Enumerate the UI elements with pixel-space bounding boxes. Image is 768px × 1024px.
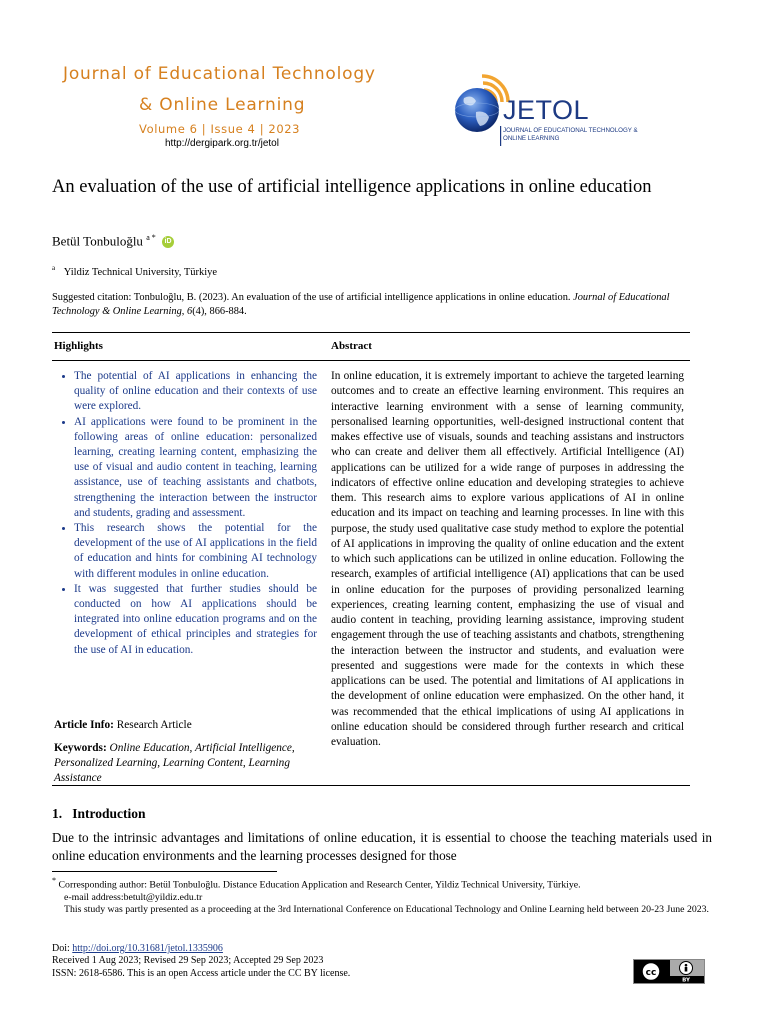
volume-issue: Volume 6 | Issue 4 | 2023 xyxy=(139,122,301,136)
journal-title-line1: Journal of Educational Technology xyxy=(63,64,376,84)
citation-comma: , xyxy=(181,305,187,317)
keywords-label: Keywords: xyxy=(54,742,107,754)
journal-url[interactable]: http://dergipark.org.tr/jetol xyxy=(165,138,279,149)
abstract-text: In online education, it is extremely important to achieve the targeted learning outcomes and to create an effective learning environment. This requires an interactive learning environment with a sense of learning community, personalised learning opportunities, well-designed instructional content that makes effective use of visuals, sounds and teaching assistans and instructors who can create and deliver them all effectively. Artificial Intelligence (AI) applications can be utilized for a wide range of purposes in addressing the indicators of effective online education and developing strategies to achieve them. This research aims to explore various applications of AI in online education and its impact on teaching and learning processes. In line with this purpose, the study used qualitative case study method to explore the potential of AI applications in improving the quality of online education and the extent to which such applications can be utilized in online education. Following the research, examples of artificial intelligence (AI) applications that can be used in online education for the purposes of providing personalized learning experiences, creating learning content, emphasizing the use of visual and audio content in teaching, providing learning assistance, improving student engagement through the use of teaching assistants and chatbots, strengthening the interaction between the instructor and students, and evaluation were presented and suggestions were made for the contexts in which these applications can be used. The potential and limitations of AI applications in the development of online education were emphasized. On the other hand, it was recommended that the ethical implications of using AI applications in online education should be considered through further research and critical evaluation. xyxy=(331,370,684,748)
author-superscript: a * xyxy=(146,233,156,242)
footnote-rule xyxy=(52,871,277,872)
citation-volume: 6 xyxy=(186,305,193,317)
highlights-list xyxy=(52,369,317,658)
cc-label: cc xyxy=(645,968,657,978)
table-top-rule xyxy=(52,332,690,333)
citation-label: Suggested citation: xyxy=(52,292,132,303)
highlights-heading: Highlights xyxy=(54,340,103,352)
logo-subtitle-line2: ONLINE LEARNING xyxy=(503,135,560,142)
citation-journal: Journal of Educational Technology & Online Learning xyxy=(52,292,670,317)
doi-link[interactable]: http://doi.org/10.31681/jetol.1335906 xyxy=(72,943,223,954)
footnote xyxy=(52,875,712,916)
highlight-item: • It was suggested that further studies should be conducted on how AI applications should be integrated into online education programs and on the development of ethical principles and strategies for the use of AI in education. xyxy=(74,582,317,658)
citation-pages: (4), 866-884. xyxy=(192,305,247,317)
article-info-label: Article Info: xyxy=(54,719,114,731)
affiliation-superscript: a xyxy=(52,264,56,272)
dates-line: Received 1 Aug 2023; Revised 29 Sep 2023; Accepted 29 Sep 2023 xyxy=(52,955,324,967)
keywords xyxy=(54,741,316,786)
footnote-line1: Corresponding author: Betül Tonbuloğlu. Distance Education Application and Research Center, Yildiz Technical University, Türkiye. xyxy=(56,879,581,891)
logo-wordmark: JETOL xyxy=(503,95,590,125)
logo-subtitle-line1: JOURNAL OF EDUCATIONAL TECHNOLOGY & xyxy=(503,127,638,134)
section-heading: 1. Introduction xyxy=(52,806,146,821)
author-name: Betül Tonbuloğlu xyxy=(52,233,143,249)
footnote-line3: This study was partly presented as a proceeding at the 3rd International Conference on Educational Technology and Online Learning held between 20-23 June 2023. xyxy=(64,903,709,915)
table-bottom-rule xyxy=(52,785,690,786)
citation-text: Tonbuloğlu, B. (2023). An evaluation of the use of artificial intelligence applications in online education. xyxy=(131,292,574,303)
affiliation-text: Yildiz Technical University, Türkiye xyxy=(63,266,218,278)
suggested-citation xyxy=(52,291,692,318)
issn-line: ISSN: 2618-6586. This is an open Access article under the CC BY license. xyxy=(52,967,351,979)
by-label: BY xyxy=(682,977,690,983)
footnote-mark: * xyxy=(52,876,57,885)
article-info xyxy=(54,719,192,731)
introduction-text: Due to the intrinsic advantages and limitations of online education, it is essential to choose the teaching materials used in online education environments and the learning processes designed for those xyxy=(52,830,712,863)
journal-title-line2: & Online Learning xyxy=(139,95,306,115)
affiliation xyxy=(52,264,217,278)
table-header-rule xyxy=(52,360,690,361)
article-info-value: Research Article xyxy=(113,719,192,731)
highlight-item: • This research shows the potential for the development of the use of AI applications in the field of education and hints for combining AI technology with different modules in online education. xyxy=(74,521,317,582)
article-title: An evaluation of the use of artificial intelligence applications in online education xyxy=(52,177,652,197)
orcid-icon[interactable]: iD xyxy=(162,236,174,248)
highlight-item: • AI applications were found to be prominent in the following areas of online education: personalized learning, creating learning content, emphasizing the use of visual and audio content in teaching, learning assistance, use of teaching assistants and chatbots, strengthening the interaction between the instructor and students, grading and assessment. xyxy=(74,415,317,521)
publication-meta xyxy=(52,943,350,980)
cc-by-license-badge[interactable] xyxy=(633,959,705,984)
abstract-heading: Abstract xyxy=(331,340,372,352)
keywords-value: Online Education, Artificial Intelligence, Personalized Learning, Learning Content, Learning Assistance xyxy=(54,742,295,784)
highlight-item: • The potential of AI applications in enhancing the quality of online education and their contexts of use were explored. xyxy=(74,369,317,415)
footnote-line2: e-mail address:betult@yildiz.edu.tr xyxy=(64,891,203,903)
author-line xyxy=(52,233,174,249)
doi-label: Doi: xyxy=(52,943,73,954)
